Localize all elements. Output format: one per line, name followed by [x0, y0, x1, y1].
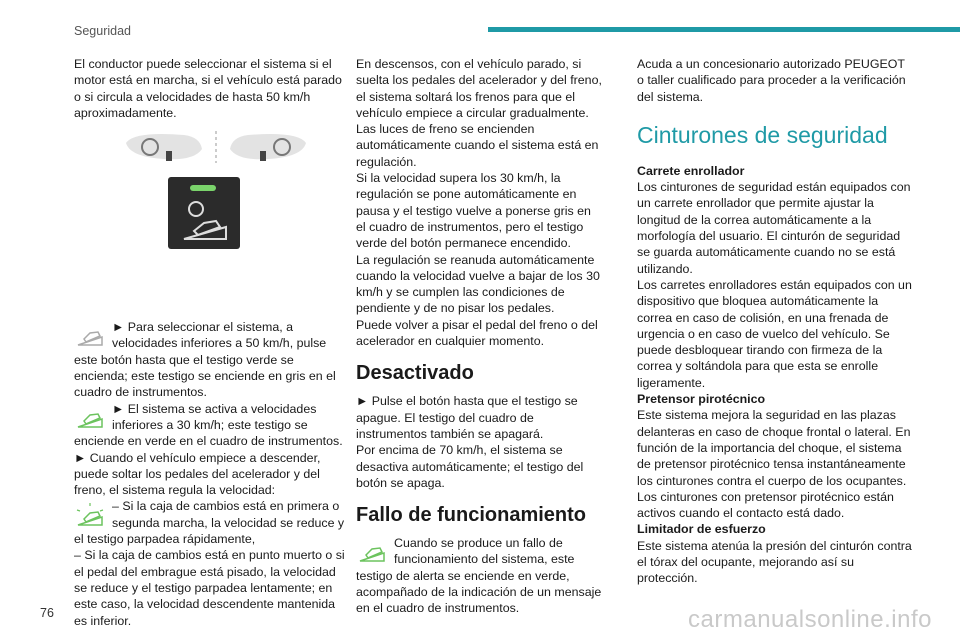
stopped-descent-paragraph: En descensos, con el vehículo parado, si suelta los pedales del acelerador y del freno, el sistema soltará los frenos para que el vehículo empiece a circular gradualmente. [356, 57, 602, 120]
heading-pretensor: Pretensor pirotécnico [637, 392, 766, 407]
pause-paragraph: Si la velocidad supera los 30 km/h, la regulación se pone automáticamente en pausa y el testigo vuelve a ponerse gris en el cuadro de instrumentos, pero el testigo verde del botón permanece encendido. [356, 171, 591, 251]
select-system-paragraph: ► Para seleccionar el sistema, a velocidades inferiores a 50 km/h, pulse este botón hasta que el testigo verde se encienda; este testigo se enciende en gris en el cuadro de instrumentos. [74, 320, 336, 400]
steering-wheel-icon [124, 129, 308, 165]
deactivate-paragraph: ► Pulse el botón hasta que el testigo se apague. El testigo del cuadro de instrumentos también se apagará. [356, 394, 578, 441]
neutral-paragraph: – Si la caja de cambios está en punto muerto o si el pedal del embrague está pisado, la velocidad se reduce y el testigo parpadea lentamente; en este caso, la velocidad descendente mantenida es inferior. [74, 548, 345, 628]
column-3 [637, 56, 912, 587]
running-header: Seguridad [74, 24, 131, 38]
dealer-paragraph: Acuda a un concesionario autorizado PEUGEOT o taller cualificado para proceder a la verificación del sistema. [637, 57, 906, 104]
heading-desactivado: Desactivado [356, 362, 474, 385]
carrete-paragraph: Los cinturones de seguridad están equipados con un carrete enrollador que permite ajustar la longitud de la correa automáticamente a la morfología del usuario. El cinturón de seguridad se guarda automáticamente cuando no se está utilizando. [637, 180, 911, 276]
hill-descent-grey-icon [74, 323, 106, 349]
fault-paragraph: Cuando se produce un fallo de funcionamiento del sistema, este testigo de alerta se enciende en verde, acompañado de la indicación de un mensaje en el cuadro de instrumentos. [356, 536, 602, 616]
resume-paragraph: La regulación se reanuda automáticamente cuando la velocidad vuelve a bajar de los 30 km/h y se cumplen las condiciones de pendiente y de no pisar los pedales. [356, 252, 600, 316]
heading-fallo: Fallo de funcionamiento [356, 504, 587, 527]
watermark: carmanualsonline.info [688, 606, 932, 633]
auto-deactivate-paragraph: Por encima de 70 km/h, el sistema se desactiva automáticamente; el testigo del botón se apaga. [356, 443, 584, 490]
hill-descent-fault-icon [356, 539, 388, 565]
intro-paragraph: El conductor puede seleccionar el sistema si el motor está en marcha, si el vehículo está parado o si circula a velocidades de hasta 50 km/h aproximadamente. [74, 57, 342, 120]
pretensor-active-paragraph: Los cinturones con pretensor pirotécnico están activos cuando el contacto está dado. [637, 489, 894, 521]
heading-cinturones: Cinturones de seguridad [637, 121, 888, 148]
descent-paragraph: ► Cuando el vehículo empiece a descender, puede soltar los pedales del acelerador y del freno, el sistema regula la velocidad: [74, 450, 321, 498]
hill-descent-figure [74, 121, 349, 319]
first-gear-paragraph: – Si la caja de cambios está en primera o segunda marcha, la velocidad se reduce y el testigo parpadea rápidamente, [74, 499, 345, 547]
brake-lights-paragraph: Las luces de freno se encienden automáticamente cuando el sistema está en regulación. [356, 122, 599, 169]
pretensor-paragraph: Este sistema mejora la seguridad en las plazas delanteras en caso de choque frontal o lateral. En función de la importancia del choque, el sistema de pretensor pirotécnico tensa instantáneamente los cinturones contra el cuerpo de los ocupantes. [637, 408, 911, 488]
page-number: 76 [40, 606, 54, 620]
header-accent-bar [488, 27, 960, 32]
heading-carrete: Carrete enrollador [637, 163, 745, 178]
hill-descent-button-icon [168, 177, 240, 249]
pedal-paragraph: Puede volver a pisar el pedal del freno o del acelerador en cualquier momento. [356, 317, 598, 349]
hill-descent-flashing-icon [74, 502, 106, 528]
system-active-paragraph: ► El sistema se activa a velocidades inferiores a 30 km/h; este testigo se enciende en verde en el cuadro de instrumentos. [74, 401, 343, 449]
heading-limitador: Limitador de esfuerzo [637, 522, 766, 537]
column-2 [356, 56, 602, 617]
green-indicator-led [190, 185, 216, 191]
carrete-lock-paragraph: Los carretes enrolladores están equipados con un dispositivo que bloquea automáticamente la correa en caso de colisión, en una frenada de urgencia o en caso de vuelco del vehículo. Se puede desbloquear tirando con firmeza de la correa y soltándola para que esta se enrolle ligeramente. [637, 277, 912, 390]
column-1 [74, 56, 349, 629]
limitador-paragraph: Este sistema atenúa la presión del cinturón contra el tórax del ocupante, mejorando así su protección. [637, 538, 912, 586]
hill-descent-green-icon [74, 405, 106, 431]
